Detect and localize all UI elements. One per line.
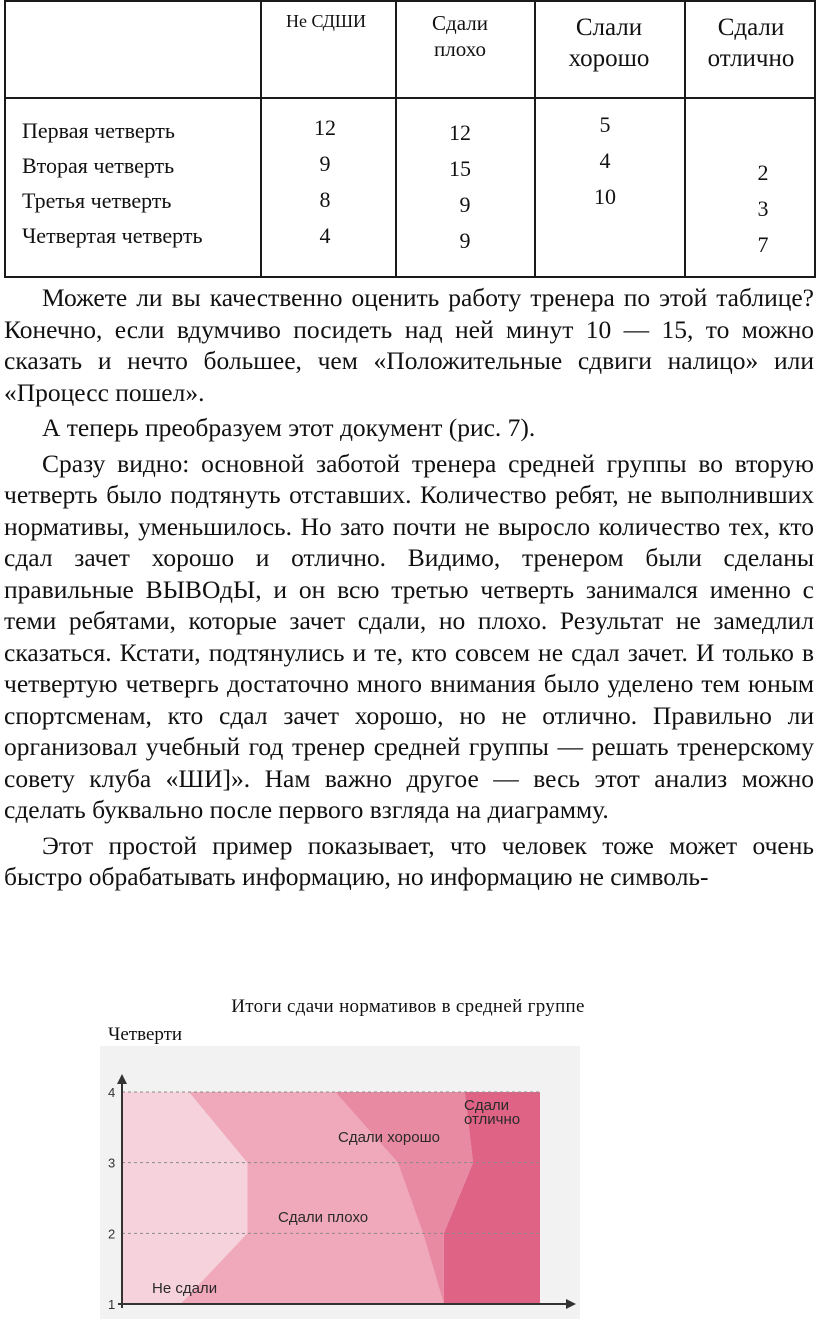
row-labels	[22, 118, 203, 258]
cell-value: 12	[314, 115, 336, 140]
row-label: Вторая четверть	[22, 153, 175, 178]
series-label: Сдали хорошо	[338, 1129, 440, 1146]
row-label: Первая четверть	[22, 118, 175, 143]
cell-value: 4	[319, 223, 331, 248]
header-passed-well: Слали хорошо	[568, 14, 650, 73]
cell-value: 2	[757, 160, 769, 185]
cell-value: 9	[459, 228, 471, 253]
table-col-divider	[260, 0, 262, 278]
y-tick-label: 2	[108, 1226, 116, 1242]
paragraph: Этот простой пример показывает, что человек тоже может очень быстро обрабатывать информацию, но информацию не символь-	[4, 830, 814, 891]
header-passed-poorly: Сдали плохо	[432, 11, 488, 62]
header-not-passed: Не СДШИ	[285, 11, 367, 31]
y-tick-label: 4	[108, 1085, 116, 1100]
paragraph: Сразу видно: основной заботой тренера средней группы во вторую четверть было подтянуть отставших. Количество ребят, не выполнивших нормативы, уменьшилось. Но зато почти не выросло количество тех, кто сдал зачет хорошо и отлично. Видимо, тренером были сделаны правильные ВЫВОдЫ, и он всю третью четверть занимался именно с теми ребятами, которые зачет сдали, но плохо. Результат не замедлил сказаться. Кстати, подтянулись и те, кто совсем не сдал зачет. И только в четвертую четвергь достаточно много внимания было уделено тем юным спортсменам, кто сдал зачет хорошо, но не отлично. Правильно ли организовал учебный год тренер средней группы — решать тренерскому совету клуба «ШИ]». Нам важно другое — весь этот анализ можно сделать буквально после первого взгляда на диаграмму.	[4, 448, 814, 824]
table-header-divider	[4, 97, 816, 99]
header-passed-excellent: Сдали отлично	[707, 14, 795, 73]
cell-value: 8	[319, 187, 331, 212]
paragraph: Можете ли вы качественно оценить работу тренера по этой таблице? Конечно, если вдумчиво посидеть над ней минут 10 — 15, то можно сказать и нечто большее, чем «Положительные сдвиги налицо» или «Процесс пошел».	[4, 283, 814, 407]
cell-value: 5	[599, 112, 611, 137]
column-not-passed	[300, 115, 350, 259]
cell-value: 15	[449, 156, 471, 181]
cell-value: 9	[319, 151, 331, 176]
x-axis-arrow	[566, 1299, 576, 1309]
chart-area	[100, 1046, 580, 1319]
y-tick-label: 1	[108, 1297, 116, 1312]
results-table	[4, 0, 816, 278]
table-col-divider	[395, 0, 397, 278]
chart-y-label: Четверти	[108, 1024, 183, 1045]
cell-value: 9	[459, 192, 471, 217]
body-text	[4, 282, 814, 897]
chart-title: Итоги сдачи нормативов в средней группе	[231, 996, 585, 1017]
table-col-divider	[534, 0, 536, 278]
table-left-border	[4, 0, 6, 278]
y-tick-label: 3	[108, 1155, 116, 1171]
column-passed-excellent	[738, 160, 788, 268]
table-col-divider	[684, 0, 686, 278]
cell-value: 12	[449, 120, 471, 145]
series-label: Сдали плохо	[278, 1209, 369, 1226]
column-passed-poorly	[434, 120, 486, 264]
column-passed-well	[580, 112, 630, 220]
table-top-border	[4, 0, 816, 2]
series-label: Не сдали	[152, 1280, 218, 1297]
y-axis-arrow	[117, 1074, 127, 1084]
series-label: Сдали отлично	[464, 1097, 521, 1128]
cell-value: 10	[594, 184, 616, 209]
table-bottom-border	[4, 276, 816, 278]
stacked-area-chart	[100, 1046, 580, 1319]
row-label: Четвертая четверть	[22, 223, 203, 248]
paragraph: А теперь преобразуем этот документ (рис. 7).	[42, 413, 536, 442]
cell-value: 3	[757, 196, 769, 221]
row-label: Третья четверть	[22, 188, 172, 213]
cell-value: 7	[757, 232, 769, 257]
cell-value: 4	[599, 148, 611, 173]
